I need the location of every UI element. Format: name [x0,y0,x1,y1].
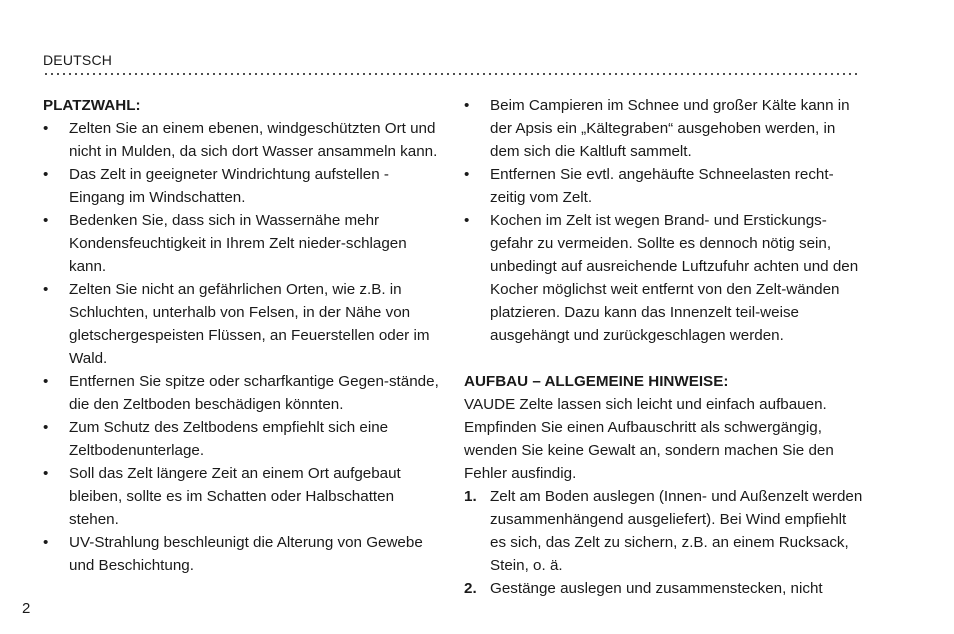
heading-platzwahl: PLATZWAHL: [43,97,141,114]
platzwahl-list [43,117,443,577]
list-item: • Beim Campieren im Schnee und großer Kälte kann in der Apsis ein „Kältegraben“ ausgehoben werden, in dem sich die Kaltluft sammelt. [464,94,864,163]
bullet-icon: • [464,166,470,183]
list-item: • Soll das Zelt längere Zeit an einem Ort aufgebaut bleiben, sollte es im Schatten oder Halbschatten stehen. [43,462,443,531]
bullet-icon: • [464,212,470,229]
bullet-icon: • [464,97,470,114]
list-item: • Zelten Sie an einem ebenen, windgeschützten Ort und nicht in Mulden, da sich dort Wasser ansammeln kann. [43,117,443,163]
list-item: 2. Gestänge auslegen und zusammenstecken, nicht [464,577,864,600]
list-item: • Kochen im Zelt ist wegen Brand- und Erstickungs-gefahr zu vermeiden. Sollte es dennoch nötig sein, unbedingt auf ausreichende Luftzufuhr achten und den Kocher möglichst weit entfernt von den Zelt-wänden platzieren. Dazu kann das Innenzelt teil-weise ausgehängt und zurückgeschlagen werden. [464,209,864,347]
list-item: • Entfernen Sie spitze oder scharfkantige Gegen-stände, die den Zeltboden beschädigen könnten. [43,370,443,416]
bullet-icon: • [43,120,49,137]
heading-aufbau: AUFBAU – ALLGEMEINE HINWEISE: [464,373,729,390]
dotted-divider [43,72,861,76]
left-column [43,94,443,577]
bullet-icon: • [43,373,49,390]
list-item: • Das Zelt in geeigneter Windrichtung aufstellen - Eingang im Windschatten. [43,163,443,209]
steps-list [464,485,864,600]
bullet-icon: • [43,465,49,482]
list-item: • Zelten Sie nicht an gefährlichen Orten, wie z.B. in Schluchten, unterhalb von Felsen, in der Nähe von gletschergespeisten Flüssen, an Feuerstellen oder im Wald. [43,278,443,370]
bullet-icon: • [43,419,49,436]
bullet-icon: • [43,281,49,298]
list-item: • Entfernen Sie evtl. angehäufte Schneelasten recht-zeitig vom Zelt. [464,163,864,209]
right-column [464,94,864,600]
bullet-icon: • [43,534,49,551]
snow-cooking-list [464,94,864,347]
page-number: 2 [22,600,31,617]
bullet-icon: • [43,212,49,229]
bullet-icon: • [43,166,49,183]
step-number: 2. [464,580,477,597]
list-item: • Zum Schutz des Zeltbodens empfiehlt sich eine Zeltbodenunterlage. [43,416,443,462]
intro-paragraph: VAUDE Zelte lassen sich leicht und einfach aufbauen. Empfinden Sie einen Aufbauschritt als schwergängig, wenden Sie keine Gewalt an, sondern machen Sie den Fehler ausfindig. [464,396,834,482]
list-item: • UV-Strahlung beschleunigt die Alterung von Gewebe und Beschichtung. [43,531,443,577]
section-language-label: DEUTSCH [43,52,113,68]
step-number: 1. [464,488,477,505]
list-item: • Bedenken Sie, dass sich in Wassernähe mehr Kondensfeuchtigkeit in Ihrem Zelt nieder-schlagen kann. [43,209,443,278]
list-item: 1. Zelt am Boden auslegen (Innen- und Außenzelt werden zusammenhängend ausgeliefert). Bei Wind empfiehlt es sich, das Zelt zu sichern, z.B. an einem Rucksack, Stein, o. ä. [464,485,864,577]
